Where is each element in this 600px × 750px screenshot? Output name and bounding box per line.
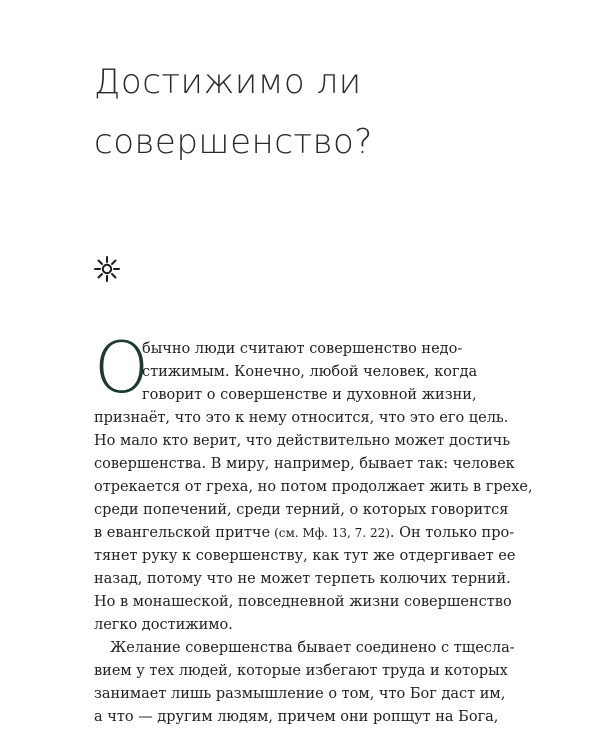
text-segment: легко достижимо. [94,617,233,633]
sun-asterisk-icon [93,255,121,283]
text-line [94,361,494,384]
text-line [94,568,511,591]
text-segment: бычно люди считают совершенство недо- [142,341,463,357]
text-line [94,453,515,476]
text-segment: совершенства. В миру, например, бывает так: человек [94,456,515,472]
text-line [94,384,494,407]
drop-cap: О [94,327,150,409]
text-segment: признаёт, что это к нему относится, что это его цель. [94,410,509,426]
text-line [94,614,494,637]
text-segment: среди попечений, среди терний, о которых говорится [94,502,509,518]
text-segment: назад, потому что не может терпеть колючих терний. [94,571,511,587]
text-line [94,660,508,683]
text-segment: отрекается от греха, но потом продолжает жить в грехе, [94,479,533,495]
text-line [94,476,533,499]
text-segment: . Он только про- [389,525,515,541]
text-line [94,338,494,361]
text-segment: Но в монашеской, повседневной жизни совершенство [94,594,512,610]
text-line [94,545,516,568]
text-line [94,499,509,522]
text-segment: занимает лишь размышление о том, что Бог даст им, [94,686,506,702]
text-line [94,683,506,706]
text-line [94,706,499,729]
text-segment: а что — другим людям, причем они ропщут на Бога, [94,709,499,725]
text-segment: говорит о совершенстве и духовной жизни, [142,387,477,403]
text-segment: тянет руку к совершенству, как тут же отдергивает ее [94,548,516,564]
scripture-reference: (см. Мф. 13, 7. 22) [274,526,390,540]
text-line [94,522,515,545]
text-line [94,637,515,660]
chapter-title-line-2: совершенство? [94,122,373,162]
chapter-title-line-1: Достижимо ли [94,62,362,102]
body-text [94,338,533,729]
chapter-title [94,52,373,172]
text-segment: Но мало кто верит, что действительно может достичь [94,433,511,449]
text-segment: Желание совершенства бывает соединено с тщесла- [110,640,515,656]
text-line [94,407,509,430]
text-segment: вием у тех людей, которые избегают труда и которых [94,663,508,679]
text-segment: стижимым. Конечно, любой человек, когда [142,364,478,380]
text-line [94,430,511,453]
text-line [94,591,512,614]
text-segment: в евангельской притче [94,525,271,541]
